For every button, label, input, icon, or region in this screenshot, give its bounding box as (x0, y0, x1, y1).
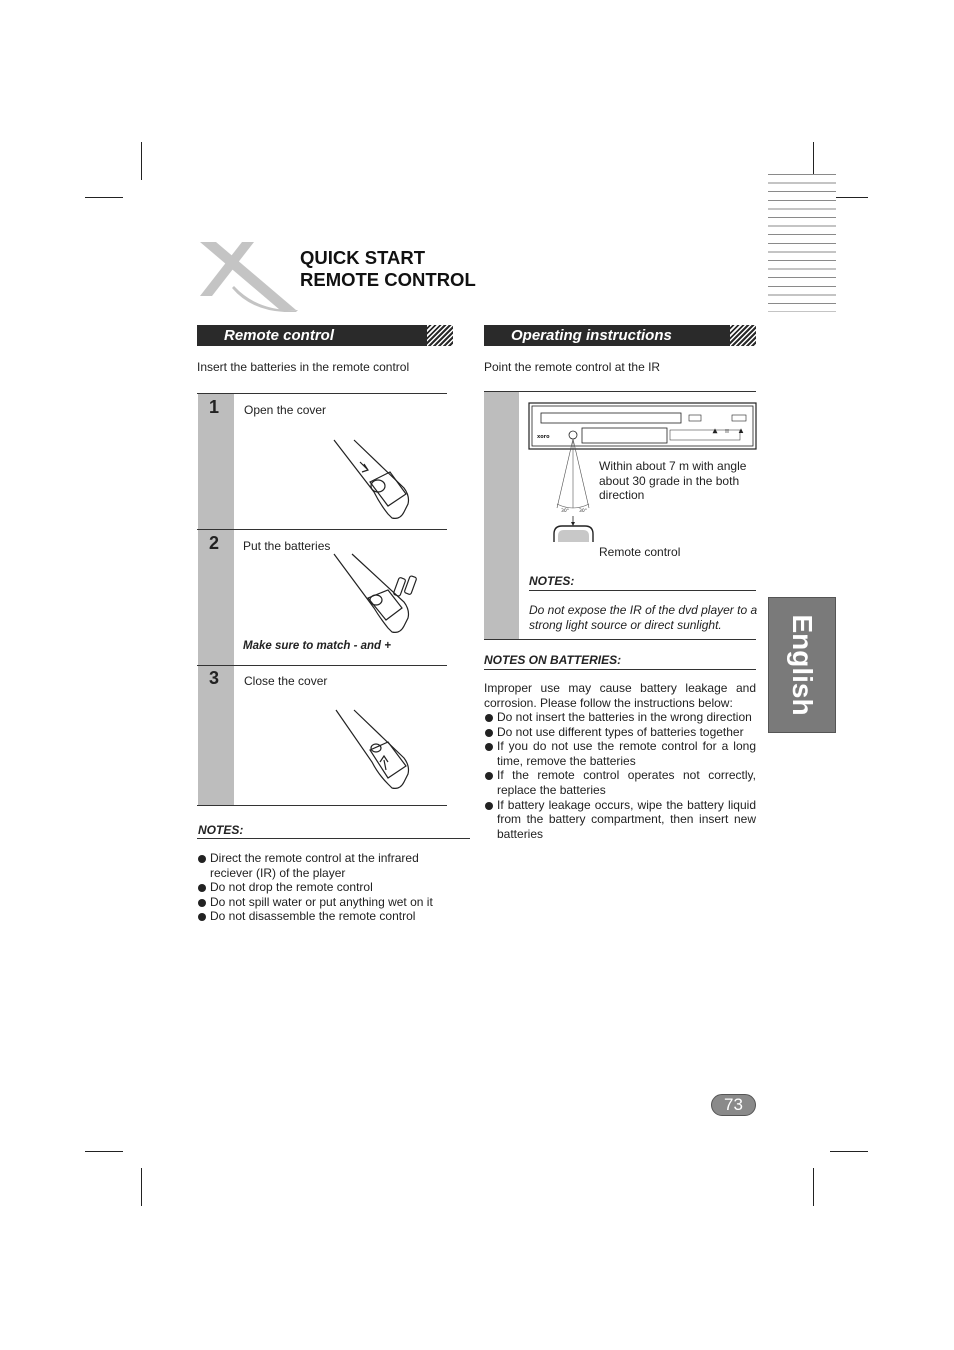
section-bar-remote-control (197, 325, 453, 346)
svg-text:30°: 30° (579, 509, 587, 514)
svg-text:30°: 30° (561, 509, 569, 514)
divider (484, 391, 756, 392)
list-item: If you do not use the remote control for a long time, remove the batteries (484, 739, 756, 768)
brand-x-logo (196, 240, 302, 312)
section-title: Remote control (224, 327, 335, 344)
battery-notes-heading: NOTES ON BATTERIES: (484, 653, 622, 667)
remote-open-cover-illustration (330, 436, 414, 520)
crop-mark (830, 1151, 868, 1152)
step-number: 1 (209, 397, 220, 417)
list-item: Do not disassemble the remote control (197, 909, 455, 924)
divider (197, 838, 470, 839)
step-column (198, 394, 234, 805)
step-number: 3 (209, 668, 220, 688)
section-title: Operating instructions (511, 327, 672, 344)
divider (197, 665, 447, 666)
list-item: If battery leakage occurs, wipe the battery liquid from the battery compartment, then insert new batteries (484, 798, 756, 842)
list-item: Do not drop the remote control (197, 880, 455, 895)
divider (197, 805, 447, 806)
battery-notes-list (484, 710, 756, 841)
list-item: Do not spill water or put anything wet on it (197, 895, 455, 910)
divider (197, 393, 447, 394)
remote-batteries-illustration (330, 550, 420, 634)
crop-mark (85, 197, 123, 198)
section-bar-operating-instructions (484, 325, 756, 346)
list-item: Do not insert the batteries in the wrong direction (484, 710, 756, 725)
left-intro: Insert the batteries in the remote control (197, 360, 410, 374)
list-item: Direct the remote control at the infrared reciever (IR) of the player (197, 851, 455, 880)
step-text: Open the cover (244, 403, 327, 417)
crop-mark (141, 142, 142, 180)
step-text: Close the cover (244, 674, 328, 688)
polarity-note: Make sure to match - and + (243, 640, 391, 652)
list-item: Do not use different types of batteries together (484, 725, 756, 740)
svg-text:xoro: xoro (537, 434, 550, 440)
decorative-stripes (768, 174, 836, 312)
remote-close-cover-illustration (330, 706, 414, 790)
list-item: If the remote control operates not correctly, replace the batteries (484, 768, 756, 797)
page-number: 73 (711, 1094, 756, 1116)
step-number: 2 (209, 533, 220, 553)
right-intro: Point the remote control at the IR (484, 360, 661, 374)
divider (529, 590, 756, 591)
remote-label: Remote control (599, 545, 681, 559)
divider (197, 529, 447, 530)
crop-mark (813, 1168, 814, 1206)
battery-intro: Improper use may cause battery leakage and corrosion. Please follow the instructions below: (484, 681, 756, 710)
diagram-column (484, 392, 519, 639)
ir-notes-text: Do not expose the IR of the dvd player to a strong light source or direct sunlight. (529, 603, 758, 632)
notes-heading: NOTES: (529, 574, 575, 588)
remote-notes-list (197, 851, 455, 924)
divider (484, 639, 756, 640)
step-text: Put the batteries (243, 539, 331, 553)
page-title: QUICK START REMOTE CONTROL (300, 247, 476, 290)
crop-mark (141, 1168, 142, 1206)
language-tab (768, 597, 836, 733)
divider (484, 669, 756, 670)
notes-heading: NOTES: (198, 823, 244, 837)
language-tab-label: English (787, 614, 818, 716)
range-description: Within about 7 m with angle about 30 grade in the both direction (599, 459, 747, 503)
crop-mark (85, 1151, 123, 1152)
